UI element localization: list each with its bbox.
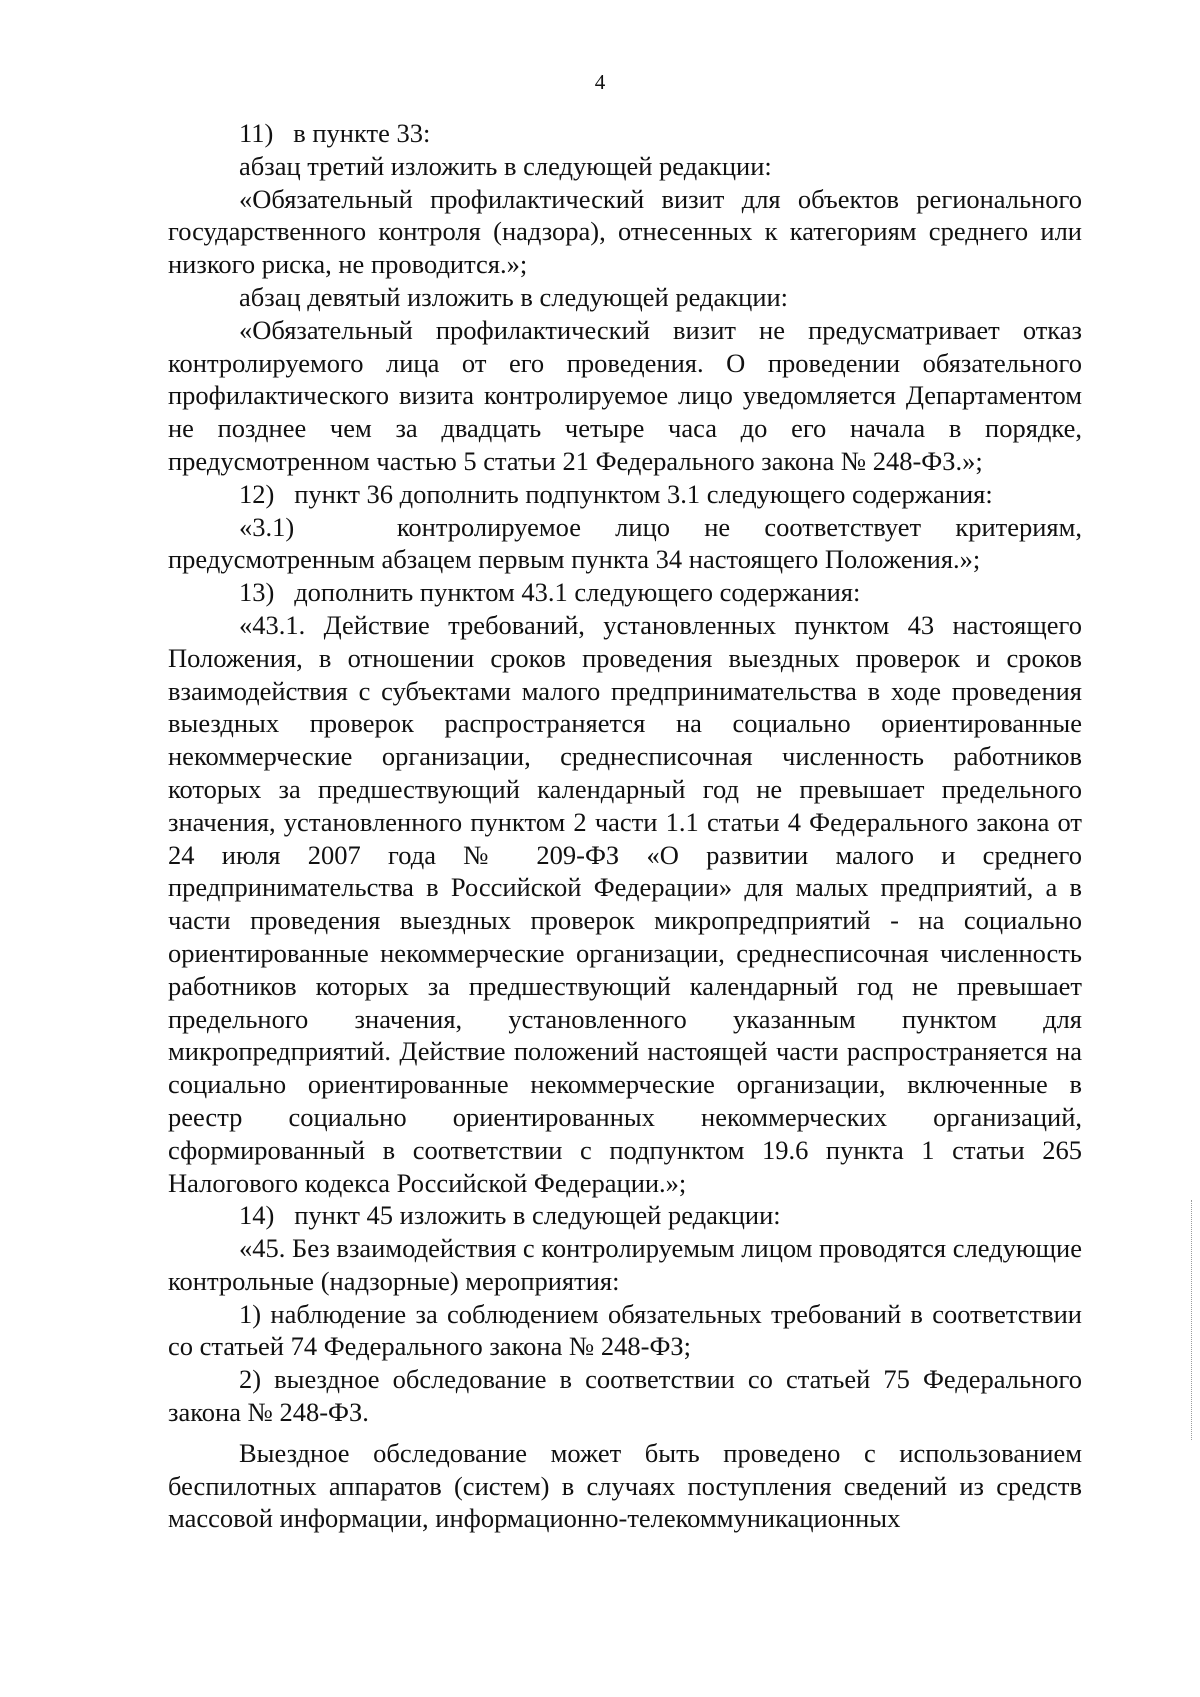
paragraph-quote: «43.1. Действие требований, установленных пунктом 43 настоящего Положения, в отношении сроков проведения выездных проверок и сроков взаимодействия с субъектами малого предпринимательства в ходе проведения выездных проверок распространяется на социально ориентированные некоммерческие организации, среднесписочная численность работников которых за предшествующий календарный год не превышает предельного значения, установленного пунктом 2 части 1.1 статьи 4 Федерального закона от 24 июля 2007 года № 209-ФЗ «О развитии малого и среднего предпринимательства в Российской Федерации» для малых предприятий, а в части проведения выездных проверок микропредприятий - на социально ориентированные некоммерческие организации, среднесписочная численность работников которых за предшествующий календарный год не превышает предельного значения, установленного указанным пунктом для микропредприятий. Действие положений настоящей части распространяется на социально ориентированные некоммерческие организации, включенные в реестр социально ориентированных некоммерческих организаций, сформированный в соответствии с подпунктом 19.6 пункта 1 статьи 265 Налогового кодекса Российской Федерации.»; [168, 609, 1082, 1198]
paragraph-instruction: абзац девятый изложить в следующей редакции: [239, 281, 789, 312]
paragraph-item-13: 13) дополнить пунктом 43.1 следующего содержания: [239, 577, 861, 608]
paragraph-item-12: 12) пункт 36 дополнить подпунктом 3.1 следующего содержания: [239, 478, 993, 509]
page-number: 4 [594, 70, 606, 94]
paragraph-quote: «Обязательный профилактический визит для объектов регионального государственного контроля (надзора), отнесенных к категориям среднего или низкого риска, не проводится.»; [168, 183, 1082, 280]
paragraph-quote: «3.1) контролируемое лицо не соответствует критериям, предусмотренным абзацем первым пункта 34 настоящего Положения.»; [168, 511, 1082, 575]
paragraph-instruction: абзац третий изложить в следующей редакции: [239, 150, 772, 181]
paragraph-item-14: 14) пункт 45 изложить в следующей редакции: [239, 1200, 781, 1231]
paragraph-subitem-1: 1) наблюдение за соблюдением обязательных требований в соответствии со статьей 74 Федерального закона № 248-ФЗ; [168, 1298, 1082, 1362]
document-body [168, 117, 1082, 1535]
scan-edge-mark [1190, 1200, 1192, 1440]
paragraph-item-11: 11) в пункте 33: [239, 118, 431, 148]
paragraph-quote: «Обязательный профилактический визит не предусматривает отказ контролируемого лица от его проведения. О проведении обязательного профилактического визита контролируемое лицо уведомляется Департаментом не позднее чем за двадцать четыре часа до его начала в порядке, предусмотренном частью 5 статьи 21 Федерального закона № 248-ФЗ.»; [168, 314, 1082, 476]
paragraph-text: Выездное обследование может быть проведено с использованием беспилотных аппаратов (систем) в случаях поступления сведений из средств массовой информации, информационно-телекоммуникационных [168, 1437, 1082, 1534]
paragraph-quote: «45. Без взаимодействия с контролируемым лицом проводятся следующие контрольные (надзорные) мероприятия: [168, 1233, 1082, 1296]
paragraph-subitem-2: 2) выездное обследование в соответствии со статьей 75 Федерального закона № 248-ФЗ. [168, 1364, 1082, 1428]
